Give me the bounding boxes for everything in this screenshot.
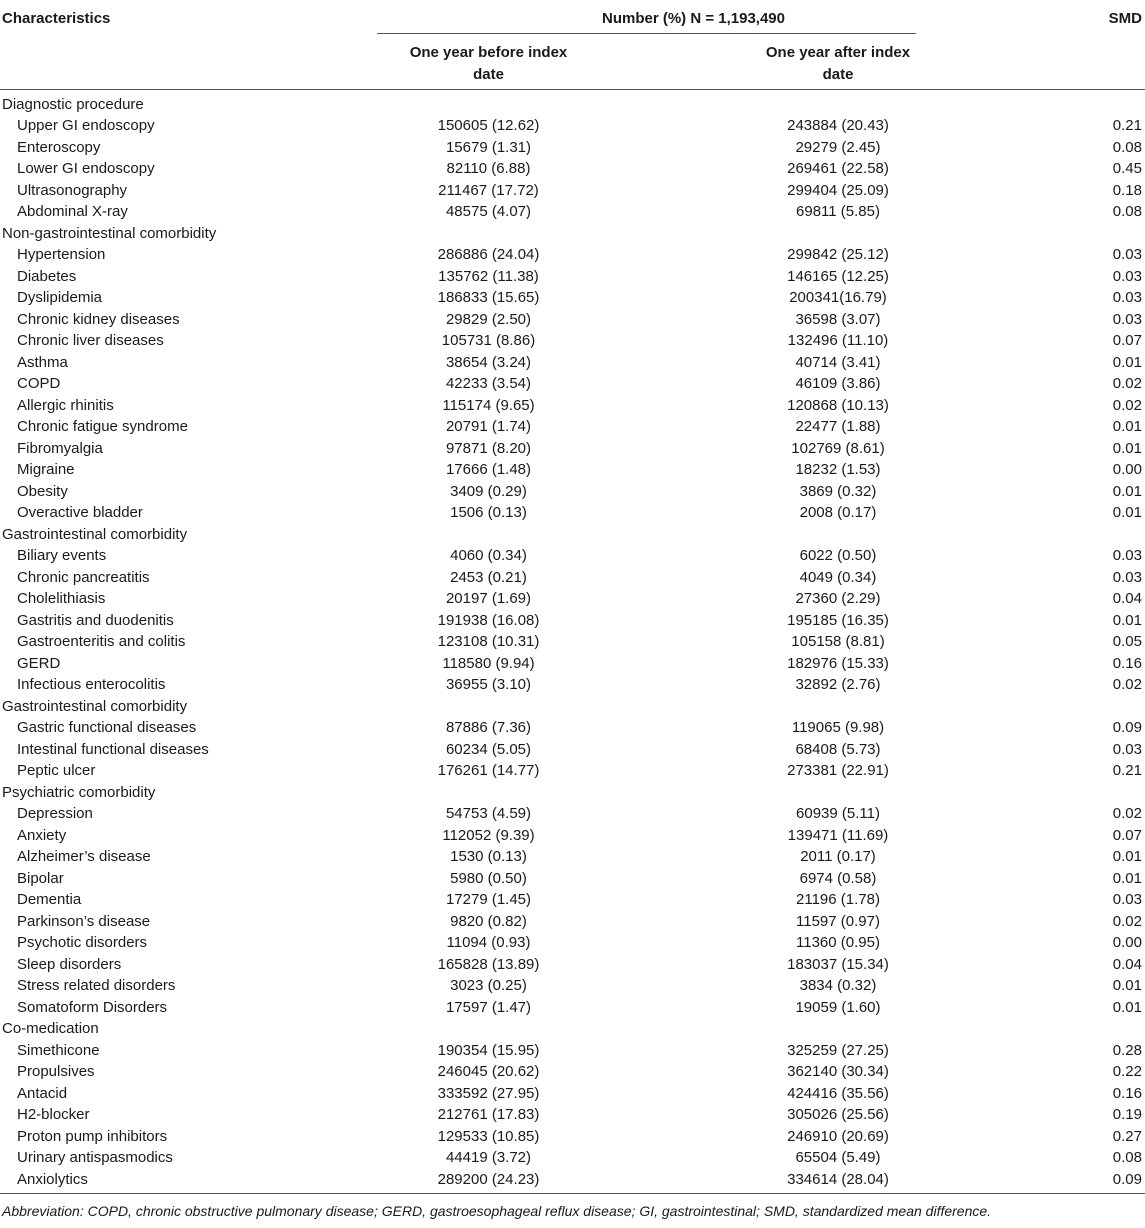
cell-empty <box>344 782 633 804</box>
table-row <box>0 201 1145 223</box>
cell-empty <box>633 1018 1043 1040</box>
after-value: 6974 (0.58) <box>799 869 877 887</box>
section-label: Non-gastrointestinal comorbidity <box>2 224 217 242</box>
after-value: 11597 (0.97) <box>796 912 880 930</box>
table-row <box>0 760 1145 782</box>
row-label: Stress related disorders <box>17 977 176 994</box>
row-label: Sleep disorders <box>17 955 122 973</box>
before-value: 190354 (15.95) <box>437 1041 540 1059</box>
table-row <box>0 395 1145 417</box>
after-value: 146165 (12.25) <box>787 267 889 285</box>
after-value: 29279 (2.45) <box>795 138 881 156</box>
row-label: Psychotic disorders <box>17 934 148 951</box>
section-label: Psychiatric comorbidity <box>2 783 156 801</box>
before-value: 82110 (6.88) <box>446 160 531 177</box>
cell-empty <box>633 696 1043 718</box>
before-value: 29829 (2.50) <box>445 310 532 328</box>
after-value: 299404 (25.09) <box>787 181 889 199</box>
before-value: 129533 (10.85) <box>437 1127 540 1145</box>
before-value: 17279 (1.45) <box>445 891 532 908</box>
cell-empty <box>1043 89 1145 115</box>
after-value: 68408 (5.73) <box>795 740 881 758</box>
before-value: 1506 (0.13) <box>450 504 527 521</box>
cell-empty <box>1043 223 1145 245</box>
table-row <box>0 352 1145 374</box>
section-row <box>0 223 1145 245</box>
smd-value: 0.01 <box>1112 418 1142 435</box>
smd-value: 0.03 <box>1112 267 1142 285</box>
table-row <box>0 997 1145 1019</box>
header-smd: SMD <box>1108 10 1142 27</box>
after-value: 60939 (5.11) <box>796 805 880 822</box>
smd-value: 0.03 <box>1112 740 1142 758</box>
row-label: Anxiety <box>17 826 67 844</box>
table-row <box>0 1040 1145 1062</box>
before-value: 5980 (0.50) <box>450 869 527 887</box>
section-row <box>0 524 1145 546</box>
smd-value: 0.27 <box>1112 1127 1142 1145</box>
smd-value: 0.22 <box>1112 1063 1142 1080</box>
row-label: Dyslipidemia <box>17 289 103 306</box>
before-value: 333592 (27.95) <box>437 1084 540 1102</box>
cell-empty <box>633 524 1043 546</box>
smd-value: 0.21 <box>1112 117 1142 134</box>
header-empty <box>0 34 344 89</box>
after-value: 195185 (16.35) <box>787 611 889 629</box>
before-value: 105731 (8.86) <box>441 332 536 349</box>
smd-value: 0.03 <box>1112 891 1142 908</box>
table-row <box>0 481 1145 503</box>
before-value: 176261 (14.77) <box>437 762 540 779</box>
smd-value: 0.01 <box>1112 353 1142 371</box>
row-label: Chronic liver diseases <box>17 332 164 349</box>
row-label: Cholelithiasis <box>17 590 106 607</box>
before-value: 44419 (3.72) <box>445 1149 532 1166</box>
after-value: 2011 (0.17) <box>800 848 876 865</box>
table-row <box>0 631 1145 653</box>
table-row <box>0 416 1145 438</box>
section-row <box>0 782 1145 804</box>
after-value: 2008 (0.17) <box>799 504 877 521</box>
table-row <box>0 1147 1145 1169</box>
after-value: 182976 (15.33) <box>787 654 889 672</box>
row-label: Enteroscopy <box>17 138 101 156</box>
smd-value: 0.02 <box>1112 805 1142 822</box>
before-value: 4060 (0.34) <box>450 547 527 564</box>
smd-value: 0.03 <box>1112 289 1142 306</box>
smd-value: 0.00 <box>1112 934 1142 951</box>
table-row <box>0 244 1145 266</box>
section-label: Diagnostic procedure <box>2 95 144 113</box>
header-number-text: Number (%) N = 1,193,490 <box>602 10 785 27</box>
before-value: 118580 (9.94) <box>442 654 535 672</box>
row-label: Simethicone <box>17 1041 100 1059</box>
before-value: 1530 (0.13) <box>450 848 527 865</box>
smd-value: 0.16 <box>1112 1084 1142 1102</box>
section-row <box>0 89 1145 115</box>
after-value: 299842 (25.12) <box>787 246 889 263</box>
cell-empty <box>1043 782 1145 804</box>
smd-value: 0.18 <box>1112 181 1142 199</box>
table-row <box>0 975 1145 997</box>
after-value: 273381 (22.91) <box>787 762 889 779</box>
smd-value: 0.01 <box>1112 439 1142 457</box>
header-number <box>344 0 1043 34</box>
after-value: 3869 (0.32) <box>799 482 877 500</box>
row-label: Migraine <box>17 461 75 478</box>
row-label: Parkinson’s disease <box>17 912 151 930</box>
after-value: 243884 (20.43) <box>787 117 889 134</box>
before-value: 3023 (0.25) <box>450 977 527 994</box>
table-row <box>0 868 1145 890</box>
table-row <box>0 911 1145 933</box>
before-value: 211467 (17.72) <box>438 181 539 199</box>
table-row <box>0 502 1145 524</box>
before-value: 17666 (1.48) <box>445 461 532 478</box>
header-row-2 <box>0 34 1145 89</box>
before-value: 2453 (0.21) <box>450 568 527 586</box>
smd-value: 0.19 <box>1112 1106 1142 1123</box>
table-row <box>0 115 1145 137</box>
row-label: GERD <box>17 654 61 672</box>
row-label: Upper GI endoscopy <box>17 117 155 134</box>
before-value: 286886 (24.04) <box>437 246 540 263</box>
row-label: Chronic pancreatitis <box>17 568 150 586</box>
after-value: 4049 (0.34) <box>799 568 877 586</box>
row-label: Intestinal functional diseases <box>17 740 209 758</box>
header-after-line2: date <box>822 66 854 83</box>
table-row <box>0 1169 1145 1194</box>
cell-empty <box>344 223 633 245</box>
after-value: 200341(16.79) <box>789 289 887 306</box>
after-value: 132496 (11.10) <box>787 332 889 349</box>
section-row <box>0 1018 1145 1040</box>
cell-empty <box>344 89 633 115</box>
row-label: Hypertension <box>17 246 106 263</box>
after-value: 3834 (0.32) <box>799 977 877 994</box>
row-label: Gastric functional diseases <box>17 719 197 736</box>
row-label: Somatoform Disorders <box>17 998 168 1016</box>
before-value: 36955 (3.10) <box>445 676 532 693</box>
after-value: 21196 (1.78) <box>796 891 880 908</box>
table-row <box>0 588 1145 610</box>
smd-value: 0.03 <box>1112 246 1142 263</box>
after-value: 102769 (8.61) <box>791 439 885 457</box>
smd-value: 0.02 <box>1112 676 1142 693</box>
cell-empty <box>1043 696 1145 718</box>
row-label: Anxiolytics <box>0 1169 344 1194</box>
row-label: Bipolar <box>17 869 64 887</box>
after-value: 6022 (0.50) <box>799 547 877 564</box>
smd-value: 0.09 <box>1043 1169 1145 1194</box>
smd-value: 0.08 <box>1112 138 1142 156</box>
before-value: 150605 (12.62) <box>437 117 540 134</box>
row-label: Peptic ulcer <box>17 762 96 779</box>
cell-empty <box>633 223 1043 245</box>
row-label: Proton pump inhibitors <box>17 1127 168 1145</box>
cell-empty <box>1043 1018 1145 1040</box>
footnote: Abbreviation: COPD, chronic obstructive pulmonary disease; GERD, gastroesophageal reflux disease; GI, gastrointestinal; SMD, standardized mean difference. <box>2 1203 992 1219</box>
header-before <box>344 34 633 89</box>
row-label: Allergic rhinitis <box>17 396 114 414</box>
section-row <box>0 696 1145 718</box>
before-value: 289200 (24.23) <box>344 1169 633 1194</box>
smd-value: 0.01 <box>1112 977 1142 994</box>
row-label: Ultrasonography <box>17 181 128 199</box>
before-value: 42233 (3.54) <box>445 375 532 392</box>
smd-value: 0.21 <box>1112 762 1142 779</box>
number-header-rule <box>377 33 916 34</box>
row-label: Infectious enterocolitis <box>17 676 166 693</box>
before-value: 87886 (7.36) <box>445 719 532 736</box>
table-row <box>0 287 1145 309</box>
header-row-1 <box>0 0 1145 34</box>
row-label: H2-blocker <box>17 1106 90 1123</box>
table-row <box>0 1061 1145 1083</box>
table-row <box>0 803 1145 825</box>
smd-value: 0.00 <box>1112 461 1142 478</box>
header-empty-smd <box>1043 34 1145 89</box>
smd-value: 0.01 <box>1112 504 1142 521</box>
row-label: Overactive bladder <box>17 504 143 521</box>
section-label: Gastrointestinal comorbidity <box>2 697 188 715</box>
before-value: 20791 (1.74) <box>445 418 532 435</box>
table-row <box>0 567 1145 589</box>
header-after-line1: One year after index <box>765 44 911 61</box>
row-label: Fibromyalgia <box>17 439 103 457</box>
row-label: Chronic fatigue syndrome <box>17 418 188 435</box>
table-row <box>0 653 1145 675</box>
table-row <box>0 825 1145 847</box>
after-value: 269461 (22.58) <box>787 160 889 177</box>
table-row <box>0 1083 1145 1105</box>
after-value: 183037 (15.34) <box>787 955 889 973</box>
smd-value: 0.02 <box>1112 912 1142 930</box>
smd-value: 0.28 <box>1112 1041 1142 1059</box>
row-label: Urinary antispasmodics <box>17 1149 173 1166</box>
before-value: 123108 (10.31) <box>437 633 540 650</box>
after-value: 305026 (25.56) <box>787 1106 889 1123</box>
row-label: Lower GI endoscopy <box>17 160 155 177</box>
after-value: 139471 (11.69) <box>787 826 889 844</box>
smd-value: 0.03 <box>1112 310 1142 328</box>
smd-value: 0.45 <box>1112 160 1142 177</box>
table-row <box>0 846 1145 868</box>
after-value: 65504 (5.49) <box>795 1149 881 1166</box>
smd-value: 0.16 <box>1112 654 1142 672</box>
before-value: 11094 (0.93) <box>446 934 531 951</box>
smd-value: 0.01 <box>1112 611 1142 629</box>
before-value: 186833 (15.65) <box>437 289 540 306</box>
table-row <box>0 266 1145 288</box>
before-value: 165828 (13.89) <box>437 955 540 973</box>
smd-value: 0.05 <box>1112 633 1142 650</box>
before-value: 246045 (20.62) <box>437 1063 540 1080</box>
row-label: Biliary events <box>17 547 107 564</box>
table-row <box>0 158 1145 180</box>
smd-value: 0.07 <box>1112 826 1142 844</box>
row-label: Propulsives <box>17 1063 95 1080</box>
cell-empty <box>344 696 633 718</box>
after-value: 19059 (1.60) <box>795 998 881 1016</box>
table-row <box>0 545 1145 567</box>
row-label: COPD <box>17 375 61 392</box>
cell-empty <box>633 89 1043 115</box>
section-label: Gastrointestinal comorbidity <box>2 525 188 543</box>
before-value: 15679 (1.31) <box>445 138 532 156</box>
row-label: Depression <box>17 805 93 822</box>
row-label: Chronic kidney diseases <box>17 310 180 328</box>
row-label: Diabetes <box>17 267 77 285</box>
before-value: 115174 (9.65) <box>442 396 535 414</box>
before-value: 17597 (1.47) <box>445 998 532 1016</box>
before-value: 191938 (16.08) <box>437 611 540 629</box>
before-value: 20197 (1.69) <box>445 590 532 607</box>
after-value: 27360 (2.29) <box>795 590 881 607</box>
table-row <box>0 610 1145 632</box>
header-characteristics: Characteristics <box>2 10 111 27</box>
smd-value: 0.08 <box>1112 203 1142 220</box>
after-value: 362140 (30.34) <box>787 1063 889 1080</box>
smd-value: 0.03 <box>1112 568 1142 586</box>
smd-value: 0.08 <box>1112 1149 1142 1166</box>
row-label: Abdominal X-ray <box>17 203 128 220</box>
header-before-line2: date <box>473 66 504 83</box>
section-label: Co-medication <box>2 1020 99 1037</box>
row-label: Gastritis and duodenitis <box>17 611 174 629</box>
after-value: 32892 (2.76) <box>795 676 881 693</box>
after-value: 36598 (3.07) <box>795 310 881 328</box>
cell-empty <box>1043 524 1145 546</box>
table-row <box>0 137 1145 159</box>
header-after <box>633 34 1043 89</box>
cell-empty <box>344 524 633 546</box>
table-row <box>0 674 1145 696</box>
before-value: 54753 (4.59) <box>445 805 532 822</box>
before-value: 60234 (5.05) <box>445 740 532 758</box>
after-value: 22477 (1.88) <box>795 418 881 435</box>
before-value: 48575 (4.07) <box>445 203 532 220</box>
before-value: 112052 (9.39) <box>442 826 535 844</box>
header-before-line1: One year before index <box>409 44 568 61</box>
table-row <box>0 330 1145 352</box>
table-body <box>0 89 1145 1194</box>
smd-value: 0.01 <box>1112 482 1142 500</box>
table-row <box>0 180 1145 202</box>
row-label: Obesity <box>17 482 68 500</box>
after-value: 246910 (20.69) <box>787 1127 889 1145</box>
after-value: 18232 (1.53) <box>795 461 881 478</box>
smd-value: 0.01 <box>1112 848 1142 865</box>
row-label: Antacid <box>17 1084 68 1102</box>
table-row <box>0 438 1145 460</box>
after-value: 334614 (28.04) <box>633 1169 1043 1194</box>
smd-value: 0.07 <box>1112 332 1142 349</box>
smd-value: 0.01 <box>1112 869 1142 887</box>
after-value: 40714 (3.41) <box>795 353 881 371</box>
before-value: 212761 (17.83) <box>437 1106 540 1123</box>
row-label: Alzheimer’s disease <box>17 848 151 865</box>
smd-value: 0.03 <box>1112 547 1142 564</box>
after-value: 424416 (35.56) <box>787 1084 889 1102</box>
after-value: 105158 (8.81) <box>791 633 885 650</box>
after-value: 325259 (27.25) <box>787 1041 889 1059</box>
row-label: Dementia <box>17 891 82 908</box>
before-value: 135762 (11.38) <box>438 267 539 285</box>
smd-value: 0.02 <box>1112 375 1142 392</box>
after-value: 69811 (5.85) <box>796 203 880 220</box>
smd-value: 0.09 <box>1112 719 1142 736</box>
smd-value: 0.01 <box>1112 998 1142 1016</box>
table-row <box>0 373 1145 395</box>
before-value: 38654 (3.24) <box>445 353 532 371</box>
row-label: Gastroenteritis and colitis <box>17 633 186 650</box>
after-value: 120868 (10.13) <box>787 396 889 414</box>
table-row <box>0 1126 1145 1148</box>
after-value: 46109 (3.86) <box>795 375 881 392</box>
table-row <box>0 889 1145 911</box>
table-row <box>0 309 1145 331</box>
table-row <box>0 739 1145 761</box>
after-value: 11360 (0.95) <box>796 934 880 951</box>
table-row <box>0 932 1145 954</box>
before-value: 9820 (0.82) <box>450 912 527 930</box>
table-row <box>0 954 1145 976</box>
cell-empty <box>633 782 1043 804</box>
before-value: 3409 (0.29) <box>450 482 527 500</box>
cell-empty <box>344 1018 633 1040</box>
table-row <box>0 459 1145 481</box>
table-row <box>0 1104 1145 1126</box>
smd-value: 0.02 <box>1112 396 1142 414</box>
after-value: 119065 (9.98) <box>791 719 885 736</box>
before-value: 97871 (8.20) <box>445 439 532 457</box>
table-row <box>0 717 1145 739</box>
smd-value: 0.04 <box>1112 590 1142 607</box>
row-label: Asthma <box>17 353 68 371</box>
smd-value: 0.04 <box>1112 955 1142 973</box>
